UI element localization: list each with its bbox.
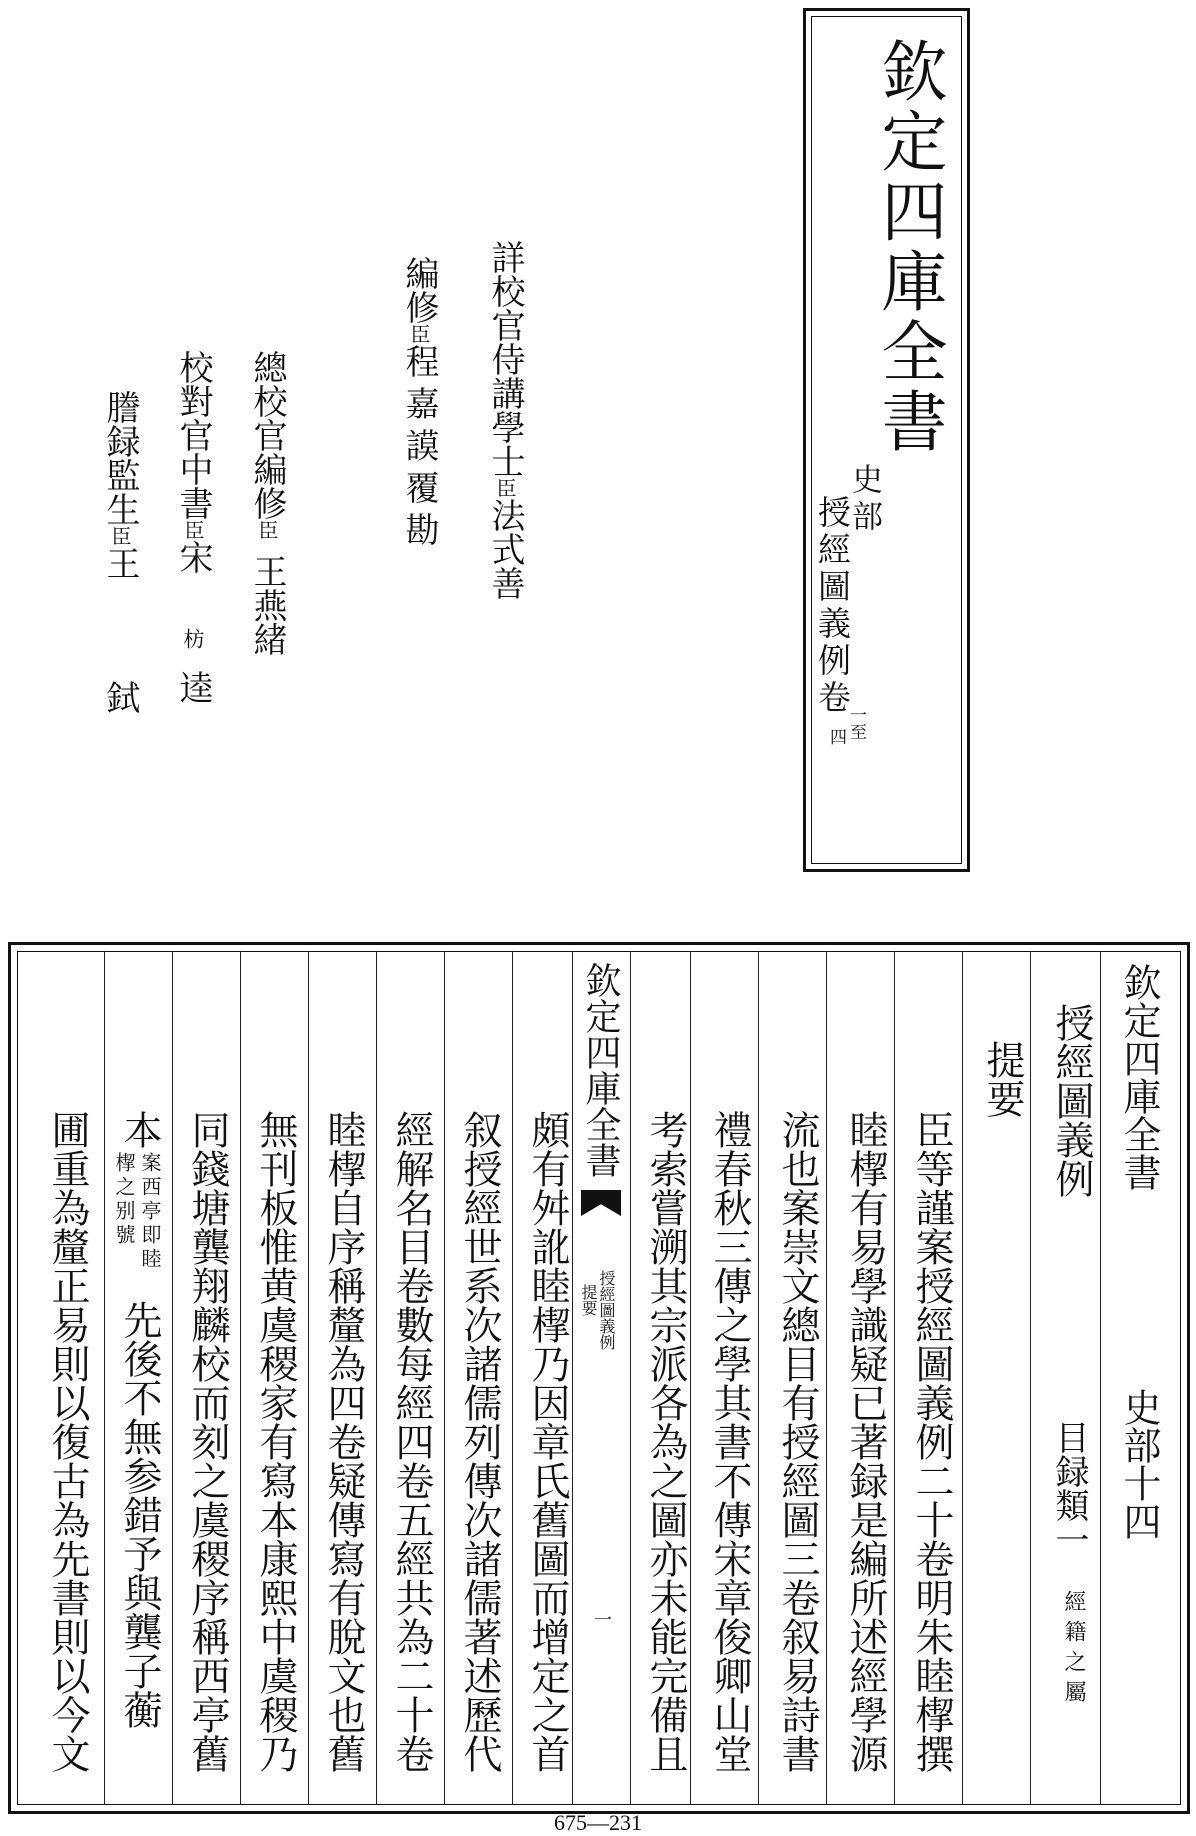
text-column: 禮春秋三傳之學其書不傳宋章俊卿山堂 [707, 1110, 752, 1773]
official-zongjiao [247, 350, 287, 656]
text-column: 先後不無参錯予與龔子蘅 [117, 1300, 162, 1729]
text-column: 睦㮮有易學識疑已著録是編所述經學源 [843, 1110, 888, 1773]
official-name-char: 逵 [173, 670, 213, 704]
official-name: 王燕緒 [247, 554, 287, 656]
catalog-subcategory: 經籍之屬 [1061, 1590, 1086, 1710]
text-column: 流也案崇文總目有授經圖三卷叙易詩書 [775, 1110, 820, 1773]
official-title: 編修 [399, 256, 439, 324]
official-jiaodui [173, 350, 213, 574]
catalog-category: 目録類一 [1049, 1420, 1089, 1556]
official-title: 總校官編修 [247, 350, 287, 520]
book-title-column: 授經圖義例 [1049, 1003, 1094, 1198]
column-rule [444, 951, 445, 1805]
header-title: 欽定四庫全書 [1117, 963, 1161, 1191]
official-name: 王 [100, 546, 140, 580]
official-xiangjiao [485, 240, 525, 600]
title-box [803, 8, 970, 872]
official-name-char: 鉽 [100, 680, 140, 714]
interlinear-note: 案西亭即睦 [138, 1152, 162, 1272]
text-column: 經解名目卷數每經四卷五經共為二十卷 [389, 1110, 434, 1773]
section-label: 史部 [846, 463, 882, 537]
column-rule [826, 951, 827, 1805]
official-name: 法式善 [485, 498, 525, 600]
rank-label: 臣 [407, 324, 431, 344]
official-name: 程嘉謨覆勘 [399, 344, 439, 554]
fold-book-title: 授經圖義例 [597, 1270, 616, 1350]
column-rule [104, 951, 105, 1805]
text-column: 叙授經世系次諸儒列傳次諸儒著述歷代 [457, 1110, 502, 1773]
column-rule [512, 951, 513, 1805]
text-column: 頗有舛訛睦㮮乃因章氏舊圖而增定之首 [525, 1110, 570, 1773]
book-series-title: 欽定四庫全書 [870, 37, 947, 457]
text-column: 本 [117, 1110, 162, 1149]
fold-column [572, 950, 630, 1805]
fold-tiyao: 提要 [579, 1284, 598, 1316]
column-rule [758, 951, 759, 1805]
column-rule [962, 951, 963, 1805]
volume-range-a: 一至 [846, 706, 866, 740]
text-column: 無刊板惟黄虞稷家有寫本康熙中虞稷乃 [253, 1110, 298, 1773]
official-title: 校對官中書 [173, 350, 213, 520]
book-title: 授經圖義例卷 [813, 495, 852, 717]
official-bianxiu [399, 256, 439, 554]
column-rule [1030, 951, 1031, 1805]
column-rule [1100, 951, 1101, 1805]
column-rule [894, 951, 895, 1805]
official-name: 宋 [173, 540, 213, 574]
interlinear-note: 㮮之别號 [112, 1152, 136, 1248]
rank-label: 臣 [181, 520, 205, 540]
column-rule [690, 951, 691, 1805]
official-tenglu [100, 390, 140, 580]
volume-range-b: 四 [826, 728, 846, 745]
official-name-char: 枋 [181, 628, 205, 649]
rank-label: 臣 [108, 526, 132, 546]
tiyao-heading: 提要 [980, 1040, 1025, 1118]
column-rule [240, 951, 241, 1805]
text-column: 同錢塘龔翔麟校而刻之虞稷序稱西亭舊 [185, 1110, 230, 1773]
text-column: 臣等謹案授經圖義例二十卷明朱睦㮮撰 [909, 1110, 954, 1773]
page-number: 675—231 [554, 1810, 642, 1835]
column-rule [630, 951, 631, 1805]
official-title: 詳校官侍講學士 [485, 240, 525, 478]
column-rule [172, 951, 173, 1805]
official-title: 謄録監生 [100, 390, 140, 526]
rank-label: 臣 [255, 520, 279, 540]
rank-label: 臣 [493, 478, 517, 498]
header-section: 史部十四 [1117, 1388, 1161, 1540]
fold-title: 欽定四庫全書 [580, 962, 621, 1178]
text-column: 圃重為釐正易則以復古為先書則以今文 [45, 1110, 90, 1773]
column-rule [376, 951, 377, 1805]
column-rule [308, 951, 309, 1805]
text-column: 考索嘗溯其宗派各為之圖亦未能完備且 [643, 1110, 688, 1773]
fold-page-number: 一 [591, 1610, 612, 1628]
text-column: 睦㮮自序稱釐為四卷疑傳寫有脫文也舊 [321, 1110, 366, 1773]
